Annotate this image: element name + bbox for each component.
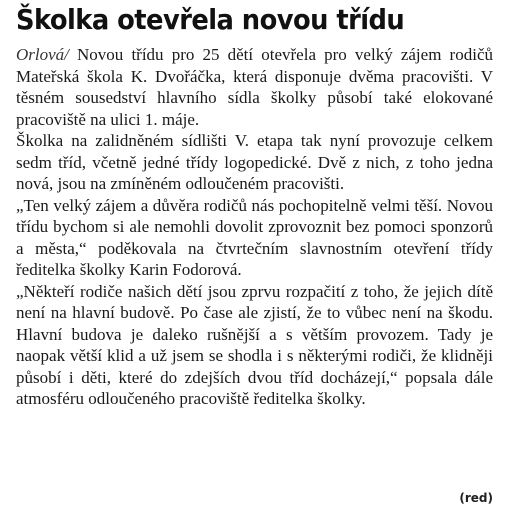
paragraph-1-text: Novou třídu pro 25 dětí otevřela pro velký zájem rodičů Mateřská škola K. Dvořáčka, která disponuje dvěma pracovišti. V těsném sousedství hlavního sídla školky působí také elokované pracoviště na ulici 1. máje. (16, 45, 493, 129)
article-paragraph-2: Školka na zalidněném sídlišti V. etapa tak nyní provozuje celkem sedm tříd, včetně jedné třídy logopedické. Dvě z nich, z toho jedna nová, jsou na zmíněném odloučeném pracovišti. (16, 131, 493, 193)
article-paragraph-3: „Ten velký zájem a důvěra rodičů nás pochopitelně velmi těší. Novou třídu bychom si ale nemohli dovolit zprovoznit bez pomoci sponzorů a města,“ poděkovala na čtvrtečním slavnostním otevření třídy ředitelka školky Karin Fodorová. (16, 195, 493, 279)
article-paragraph-1 (16, 44, 501, 130)
article-headline: Školka otevřela novou třídu (16, 3, 405, 36)
dateline: Orlová/ (16, 45, 69, 64)
article-paragraph-4: „Někteří rodiče našich dětí jsou zprvu rozpačití z toho, že jejich dítě není na hlavní budově. Po čase ale zjistí, že to vůbec není na škodu. Hlavní budova je daleko rušnější a s větším provozem. Tady je naopak větší klid a už jsem se shodla i s některými rodiči, že klidněji působí i děti, které do zdejších dvou tříd docházejí,“ popsala dále atmosféru odloučeného pracoviště ředitelka školky. (16, 281, 493, 408)
author-signature: (red) (459, 491, 493, 505)
